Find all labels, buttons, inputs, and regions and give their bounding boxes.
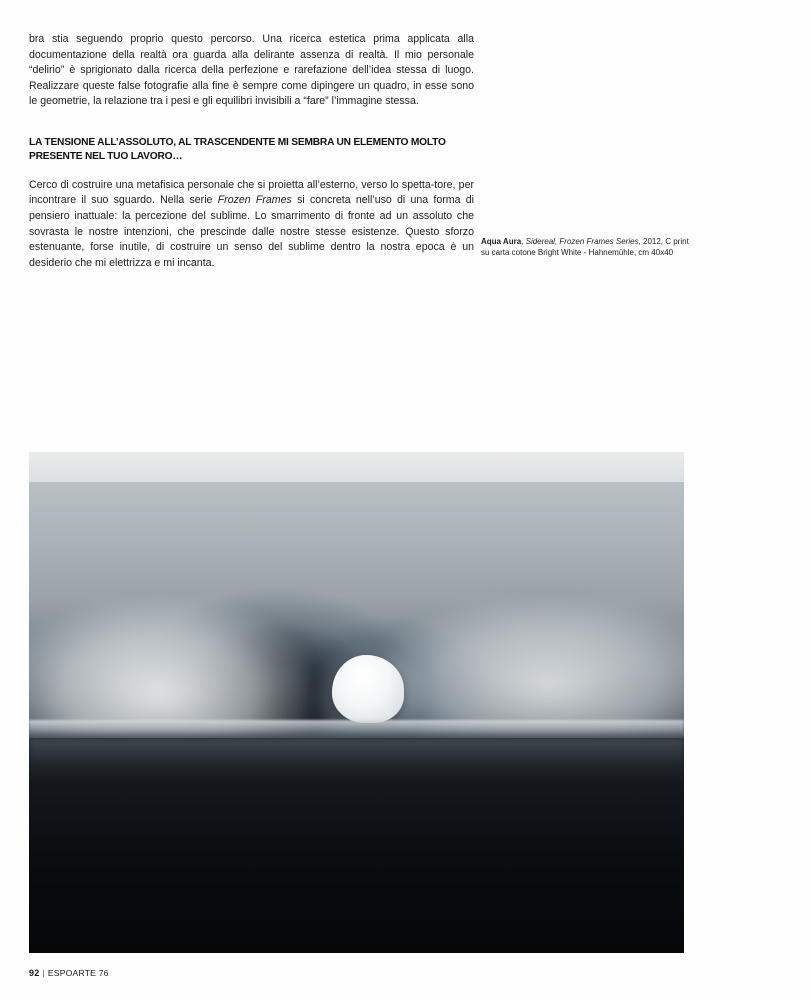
- article-paragraph-1: bra stia seguendo proprio questo percorso. Una ricerca estetica prima applicata alla documentazione della realtà ora guarda alla delirante assenza di realtà. Il mio personale “delirio” è sprigionato dalla ricerca della perfezione e rarefazione dell’idea stessa di luogo. Realizzare queste false fotografie alla fine è sempre come dipingere un quadro, in esse sono le geometrie, la relazione tra i pesi e gli equilibri invisibili a “fare” l’immagine stessa.: [29, 33, 474, 108]
- image-sea-shimmer-layer: [29, 738, 684, 784]
- footer-publication-name: ESPOARTE 76: [47, 968, 109, 978]
- article-paragraph-2: [29, 178, 474, 272]
- artwork-image-canvas: [29, 452, 684, 953]
- interview-question-heading: LA TENSIONE ALL’ASSOLUTO, AL TRASCENDENTE MI SEMBRA UN ELEMENTO MOLTO PRESENTE NEL TUO LAVORO…: [29, 136, 446, 163]
- caption-artist-name: Aqua Aura: [481, 237, 522, 246]
- caption-comma: ,: [521, 237, 526, 246]
- image-iceberg-boulder: [332, 655, 404, 723]
- caption-artwork-title: Sidereal, Frozen Frames Series: [525, 237, 639, 246]
- answer-text-part-1: Cerco di costruire una metafisica personale che si proietta all’esterno, verso lo spetta-tore, per incontrare il suo sguardo. Nella serie: [29, 178, 474, 207]
- footer-page-number: 92: [29, 968, 40, 978]
- artwork-image: [29, 452, 684, 953]
- page-footer: [29, 968, 109, 978]
- answer-text-part-2: si concreta nell’uso di una forma di pensiero inattuale: la percezione del sublime. Lo smarrimento di fronte ad un assoluto che sovrasta le nostre intenzioni, che prescinde dalle nostre stesse esistenze. Questo sforzo estenuante, forse inutile, di costruire un senso del sublime dentro la nostra epoca è un desiderio che mi elettrizza e mi incanta.: [29, 194, 474, 269]
- caption-details: , 2012, C print su carta cotone Bright White - Hahnemühle, cm 40x40: [481, 237, 689, 258]
- answer-series-title: Frozen Frames: [217, 194, 292, 207]
- artwork-caption: [481, 236, 696, 259]
- article-text-column: [29, 32, 474, 271]
- footer-separator: |: [42, 968, 45, 978]
